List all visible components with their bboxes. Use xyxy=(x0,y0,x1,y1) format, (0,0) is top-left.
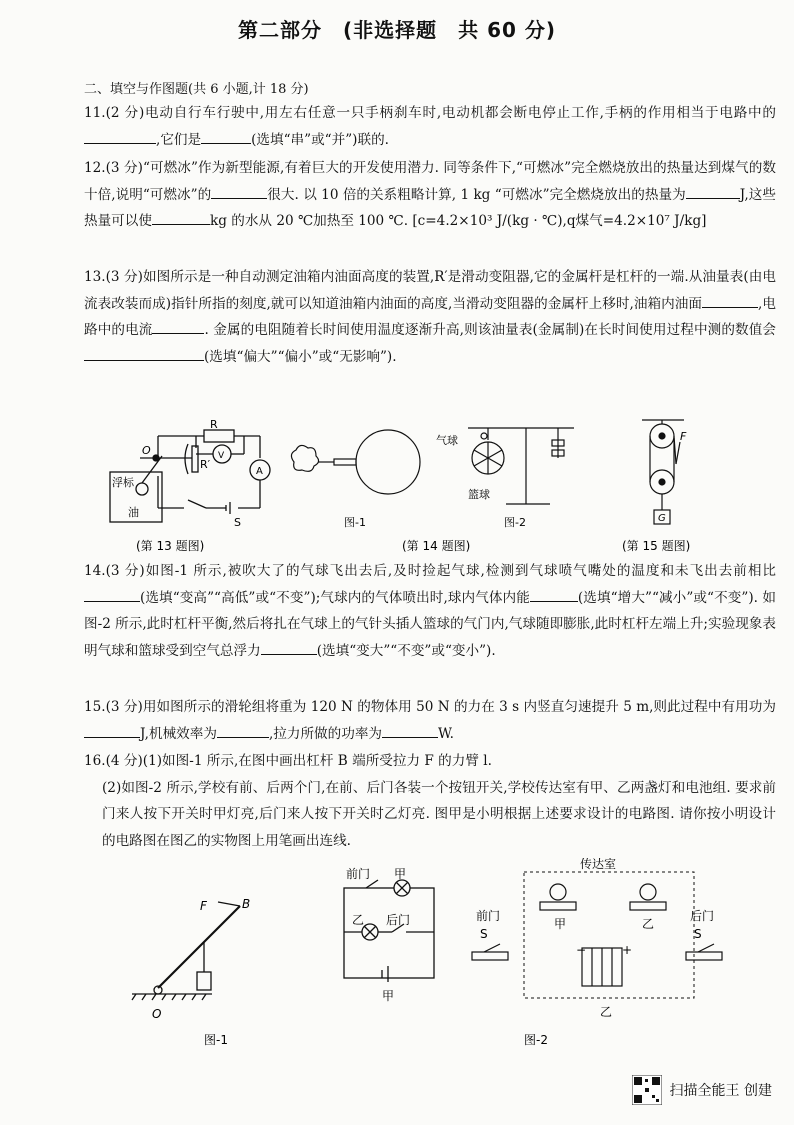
question-text: (3 分)用如图所示的滑轮组将重为 120 N 的物体用 50 N 的力在 3 s 内竖直匀速提升 5 m,则此过程中有用功为 xyxy=(105,699,776,715)
answer-blank[interactable] xyxy=(261,640,317,655)
smoke-cloud xyxy=(291,445,318,471)
answer-blank[interactable] xyxy=(84,129,156,144)
question-text: ,拉力所做的功率为 xyxy=(268,725,383,742)
front-switch-icon xyxy=(472,952,508,960)
fig14-2-label: 图-2 xyxy=(504,516,526,529)
balloon-figure xyxy=(291,430,420,494)
label-minus: − xyxy=(576,943,587,957)
answer-blank[interactable] xyxy=(217,723,269,738)
figure-row-2 xyxy=(100,858,780,1058)
question-text: (3 分)“可燃冰”作为新型能源,有着巨大的开发使用潜力. 同等条件下,“可燃冰”完全燃烧放出的热量达到煤气的数十倍,说明“可燃冰”的 xyxy=(84,160,776,203)
label-A: A xyxy=(256,466,263,477)
answer-blank[interactable] xyxy=(152,319,204,334)
question-text: (3 分)如图所示是一种自动测定油箱内油面高度的装置,R′是滑动变阻器,它的金属杆是杠杆的一端.从油量表(由电流表改装而成)指针所指的刻度,就可以知道油箱内油面的高度,当滑动变阻器的金属杆上移时,油箱内油面 xyxy=(84,269,776,312)
caption-14: (第 14 题图) xyxy=(402,539,471,553)
lamp-jia-base xyxy=(540,902,576,910)
label-G: G xyxy=(658,513,666,524)
question-text: (4 分)(1)如图-1 所示,在图中画出杠杆 B 端所受拉力 F 的力臂 l. xyxy=(105,753,492,769)
answer-blank[interactable] xyxy=(84,587,140,602)
question-text: (选填“增大”“减小”或“不变”). 如图-2 所示,此时杠杆平衡,然后将扎在气球上的气针头插人篮球的气门内,气球随即膨胀,此时杠杆左端上升;实验现象表明气球和篮球受到空气总浮力 xyxy=(84,589,776,659)
question-number: 13. xyxy=(84,269,106,285)
label-R: R xyxy=(210,418,218,431)
page-title: 第二部分 (非选择题 共 60 分) xyxy=(237,18,557,42)
answer-blank[interactable] xyxy=(201,129,251,144)
label-lamp-jia-phys: 甲 xyxy=(554,917,567,931)
back-switch-icon xyxy=(686,952,722,960)
question-16 xyxy=(84,748,776,854)
circuit-schematic xyxy=(344,880,434,982)
answer-blank[interactable] xyxy=(382,723,438,738)
label-S-back: S xyxy=(694,927,702,941)
question-text: (选填“变高”“高低”或“不变”);气球内的气体喷出时,球内气体内能 xyxy=(140,589,530,606)
float-icon xyxy=(136,483,148,495)
question-text: ,它们是 xyxy=(156,131,202,148)
label-S-front: S xyxy=(480,927,488,941)
question-text: J,机械效率为 xyxy=(140,725,217,742)
question-11 xyxy=(84,100,776,153)
question-text: (3 分)如图-1 所示,被吹大了的气球飞出去后,及时捡起气球,检测到气球喷气嘴处的温度和未飞出去前相比 xyxy=(105,563,776,579)
question-text: kg 的水从 20 ℃加热至 100 ℃. [c=4.2×10³ J/(kg · ℃),q煤气=4.2×10⁷ J/kg] xyxy=(209,213,707,229)
label-O: O xyxy=(142,444,151,457)
section-heading: 二、填空与作图题(共 6 小题,计 18 分) xyxy=(84,82,309,97)
slider-arc xyxy=(185,444,188,474)
label-back-door-2: 后门 xyxy=(690,909,715,923)
label-V: V xyxy=(218,451,225,461)
bulb-yi-icon xyxy=(640,884,656,900)
fig16-1-label: 图-1 xyxy=(204,1033,228,1047)
label-S: S xyxy=(234,516,241,529)
label-lamp-yi-phys: 乙 xyxy=(642,917,655,931)
answer-blank[interactable] xyxy=(84,723,140,738)
question-number: 11. xyxy=(84,105,106,121)
caption-13: (第 13 题图) xyxy=(136,539,205,553)
pulley-system xyxy=(642,420,684,524)
answer-blank[interactable] xyxy=(211,184,267,199)
question-text: W. xyxy=(438,725,454,742)
answer-blank[interactable] xyxy=(152,210,210,225)
question-number: 16. xyxy=(84,753,106,769)
question-15 xyxy=(84,694,776,747)
label-float: 浮标 xyxy=(112,476,134,489)
label-back-door: 后门 xyxy=(386,913,411,927)
label-room: 传达室 xyxy=(580,858,617,871)
circuit-caption: 甲 xyxy=(382,989,395,1003)
qr-code-icon xyxy=(632,1075,662,1105)
balloon-icon xyxy=(356,430,420,494)
question-number: 14. xyxy=(84,563,106,579)
label-O: O xyxy=(152,1007,162,1021)
question-text: 很大. 以 10 倍的关系粗略计算, 1 kg “可燃冰”完全燃烧放出的热量为 xyxy=(267,186,686,203)
scanner-watermark xyxy=(632,1075,772,1105)
answer-blank[interactable] xyxy=(702,293,758,308)
label-lamp-jia: 甲 xyxy=(394,867,407,881)
question-number: 15. xyxy=(84,699,106,715)
question-text: (2 分)电动自行车行驶中,用左右任意一只手柄刹车时,电动机都会断电停止工作,手柄的作用相当于电路中的 xyxy=(105,105,776,121)
question-text: (选填“偏大”“偏小”或“无影响”). xyxy=(204,348,397,365)
fig14-1-label: 图-1 xyxy=(344,516,366,529)
bulb-jia-icon xyxy=(550,884,566,900)
question-14 xyxy=(84,558,776,664)
label-lamp-yi: 乙 xyxy=(352,913,365,927)
lamp-yi-base xyxy=(630,902,666,910)
label-front-door-2: 前门 xyxy=(476,909,501,923)
label-basketball: 篮球 xyxy=(468,488,490,501)
lever-figure xyxy=(132,902,240,1000)
question-12 xyxy=(84,155,776,235)
fig16-2-label: 图-2 xyxy=(524,1033,548,1047)
question-number: 12. xyxy=(84,160,106,176)
label-R-prime: R′ xyxy=(200,458,211,471)
label-front-door: 前门 xyxy=(346,867,371,881)
watermark-text: 扫描全能王 创建 xyxy=(669,1083,772,1099)
label-balloon: 气球 xyxy=(436,434,458,447)
label-F: F xyxy=(680,430,687,443)
question-text: (选填“串”或“并”)联的. xyxy=(251,131,389,148)
answer-blank[interactable] xyxy=(84,346,204,361)
question-13 xyxy=(84,264,776,370)
caption-15: (第 15 题图) xyxy=(622,539,691,553)
physical-components xyxy=(472,884,722,986)
answer-blank[interactable] xyxy=(686,184,740,199)
question-text: (选填“变大”“不变”或“变小”). xyxy=(316,642,496,659)
label-plus: + xyxy=(622,943,633,957)
question-text: . 金属的电阻随着长时间使用温度逐渐升高,则该油量表(金属制)在长时间使用过程中测的数值会 xyxy=(204,322,776,338)
figure-row-1 xyxy=(96,418,776,558)
label-oil: 油 xyxy=(128,506,139,519)
answer-blank[interactable] xyxy=(530,587,578,602)
physical-caption: 乙 xyxy=(600,1005,613,1019)
question-text: (2)如图-2 所示,学校有前、后两个门,在前、后门各装一个按钮开关,学校传达室有甲、乙两盏灯和电池组. 要求前门来人按下开关时甲灯亮,后门来人按下开关时乙灯亮. 图甲是小明根据上述要求设计的电路图. 请你按小明设计的电路图在图乙的实物图上用笔画出连线. xyxy=(102,779,776,849)
label-F: F xyxy=(200,899,207,913)
question-text: J,这些热量可以使 xyxy=(84,186,776,229)
label-B: B xyxy=(242,897,251,911)
question-text: ,电路中的电流 xyxy=(84,295,776,338)
